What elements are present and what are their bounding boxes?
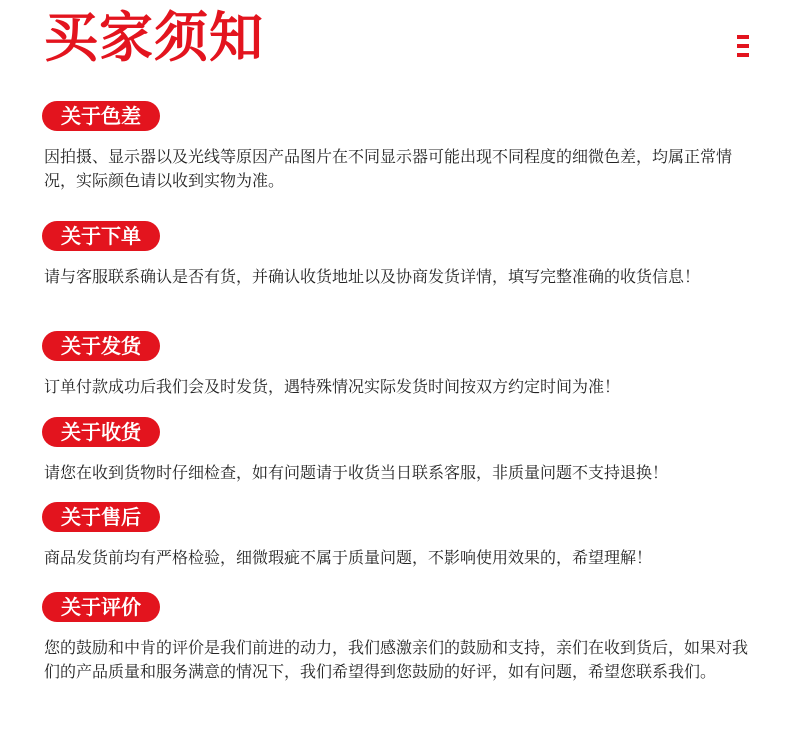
section-receiving bbox=[42, 417, 762, 485]
section-text-reviews: 您的鼓励和中肯的评价是我们前进的动力，我们感激亲们的鼓励和支持，亲们在收到货后，如果对我们的产品质量和服务满意的情况下，我们希望得到您鼓励的好评，如有问题，希望您联系我们。 bbox=[44, 638, 749, 681]
section-label-after-sales: 关于售后 bbox=[42, 502, 160, 532]
hamburger-menu-icon[interactable] bbox=[737, 35, 749, 57]
section-text-receiving: 请您在收到货物时仔细检查，如有问题请于收货当日联系客服，非质量问题不支持退换！ bbox=[44, 463, 669, 482]
page-title: 买家须知 bbox=[44, 6, 264, 69]
section-label-receiving: 关于收货 bbox=[42, 417, 160, 447]
section-label-shipping: 关于发货 bbox=[42, 331, 160, 361]
section-ordering bbox=[42, 221, 762, 289]
section-reviews bbox=[42, 592, 762, 684]
menu-icon-bar bbox=[737, 35, 749, 39]
menu-icon-bar bbox=[737, 44, 749, 48]
menu-icon-bar bbox=[737, 53, 749, 57]
section-text-shipping: 订单付款成功后我们会及时发货，遇特殊情况实际发货时间按双方约定时间为准！ bbox=[44, 377, 621, 396]
section-label-color-difference: 关于色差 bbox=[42, 101, 160, 131]
section-label-ordering: 关于下单 bbox=[42, 221, 160, 251]
section-shipping bbox=[42, 331, 762, 399]
section-text-color-difference: 因拍摄、显示器以及光线等原因产品图片在不同显示器可能出现不同程度的细微色差，均属正常情况，实际颜色请以收到实物为准。 bbox=[44, 147, 733, 190]
section-label-reviews: 关于评价 bbox=[42, 592, 160, 622]
section-text-ordering: 请与客服联系确认是否有货，并确认收货地址以及协商发货详情，填写完整准确的收货信息！ bbox=[44, 267, 701, 286]
section-color-difference bbox=[42, 101, 762, 193]
section-text-after-sales: 商品发货前均有严格检验，细微瑕疵不属于质量问题，不影响使用效果的，希望理解！ bbox=[44, 548, 653, 567]
section-after-sales bbox=[42, 502, 762, 570]
